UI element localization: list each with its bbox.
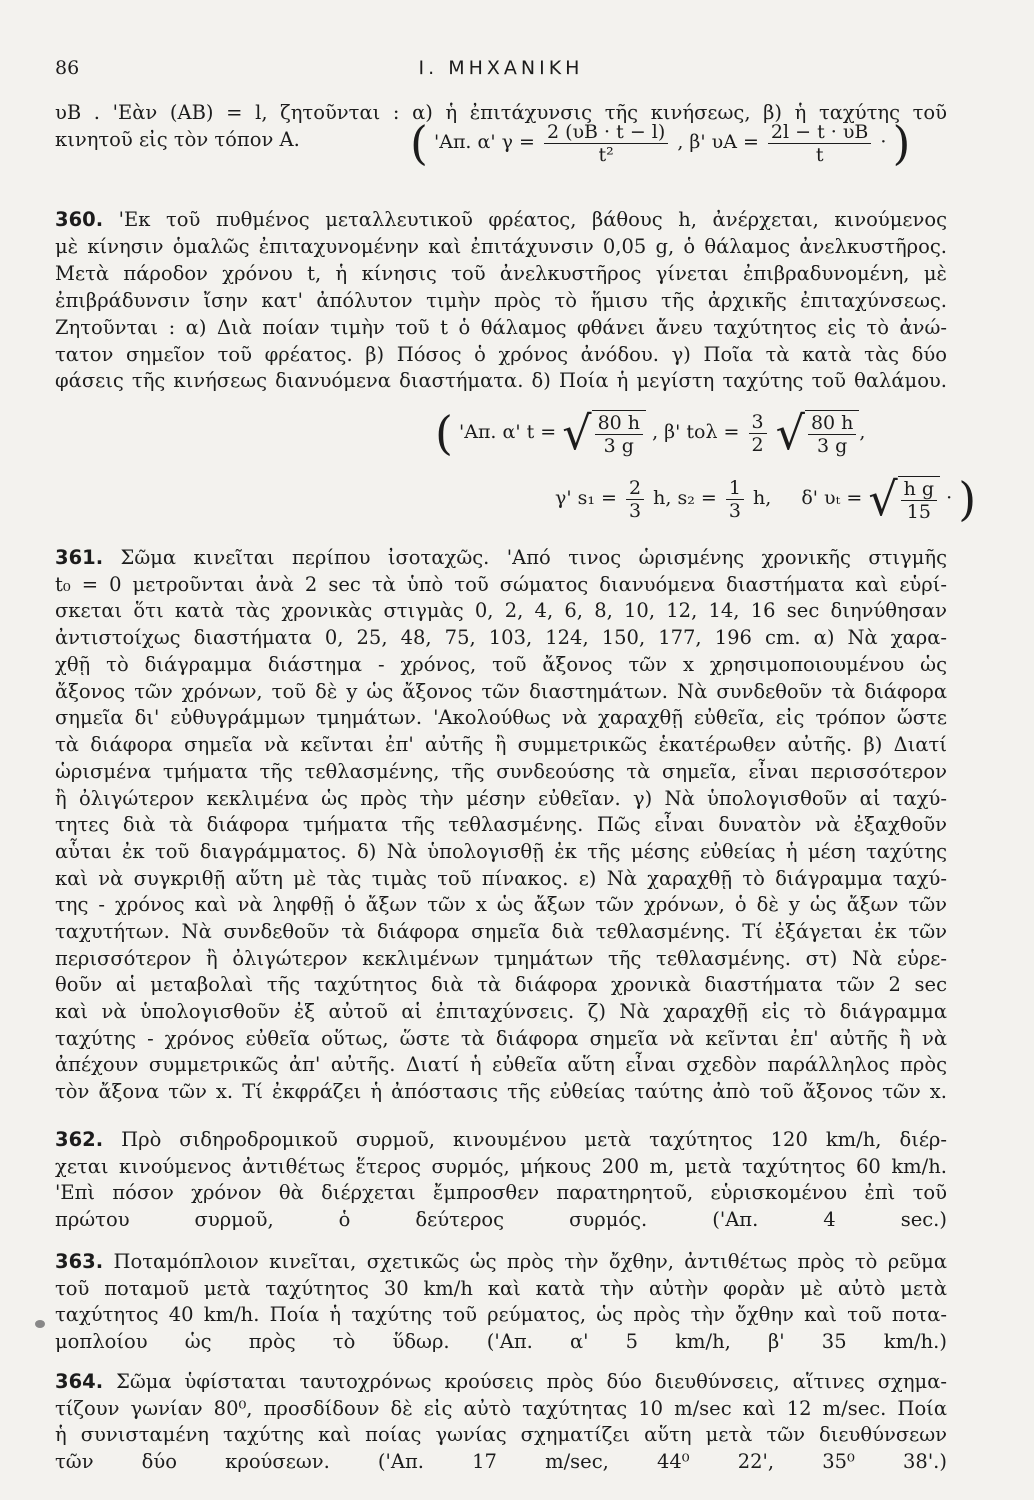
- square-root: √ $\frac{\text{h g}}{15}$: [868, 474, 940, 524]
- problem-number: 362.: [55, 1128, 104, 1151]
- p363-line: τοῦ ποταμοῦ μετὰ ταχύτητος 30 km/h καὶ κατὰ τὴν αὐτὴν φορὰν μὲ αὐτὸ μετὰ: [55, 1277, 947, 1300]
- comma: ,: [859, 421, 866, 443]
- p361-line: ταχυτήτων. Νὰ συνδεθοῦν τὰ διάφορα σημεῖα διὰ τεθλασμένης. Τί ἐξάγεται ἐκ τῶν: [55, 920, 947, 943]
- answer-part: s₂ =: [677, 487, 717, 509]
- p363-line: μοπλοίου ὡς πρὸς τὸ ὕδωρ. ('Απ. α' 5 km/h, β' 35 km/h.): [55, 1330, 947, 1353]
- p360-line: τατον σημεῖον τοῦ φρέατος. β) Πόσος ὁ χρόνος ἀνόδου. γ) Ποῖα τὰ κατὰ τὰς δύο: [55, 343, 947, 366]
- numerator: 2: [626, 477, 644, 500]
- p361-line: καὶ νὰ ὑπολογισθοῦν ἐξ αὐτοῦ αἱ ἐπιταχύνσεις. ζ) Νὰ χαραχθῇ εἰς τὸ διάγραμμα: [55, 1000, 947, 1023]
- denominator: 3: [629, 499, 642, 522]
- p360-line: Μετὰ πάροδον χρόνου t, ἡ κίνησις τοῦ ἀνελκυστῆρος γίνεται ἐπιβραδυνομένη, μὲ: [55, 262, 947, 285]
- denominator: 15: [906, 500, 931, 523]
- p361-line: ταχύτης - χρόνος εὐθεῖα οὕτως, ὥστε τὰ διάφορα σημεῖα νὰ κεῖνται ἐπ' αὐτῆς ἢ νὰ: [55, 1027, 947, 1050]
- p364-line: τῶν δύο κρούσεων. ('Απ. 17 m/sec, 44⁰ 22', 35⁰ 38'.): [55, 1450, 947, 1473]
- ink-mark: [35, 1320, 45, 1328]
- fraction: [626, 477, 644, 522]
- p361-line: σκεται ὅτι κατὰ τὰς χρονικὰς στιγμὰς 0, 2, 4, 6, 8, 10, 12, 14, 16 sec διηνύθησαν: [55, 599, 947, 622]
- problem-number: 364.: [55, 1370, 104, 1393]
- answer-label: γ' s₁ =: [555, 487, 617, 509]
- p361-line: χθῇ τὸ διάγραμμα διάστημα - χρόνος, τοῦ ἄξονος τῶν x χρησιμοποιουμένου ὡς: [55, 653, 947, 676]
- p364-line: [55, 1370, 947, 1394]
- denominator: 3: [728, 499, 741, 522]
- problem-number: 360.: [55, 208, 104, 231]
- p360-answer-cd: γ' s₁ = $\frac{2}{3}$ h, s₂ = $\frac{1}{3}$ h, δ' υₜ = √ $\frac{\text{h g}}{15}$ · ): [555, 472, 977, 526]
- p361-line: περισσότερον ἢ ὀλιγώτερον κεκλιμένων τμημάτων τῆς τεθλασμένης. στ) Νὰ εὑρε-: [55, 947, 947, 970]
- answer-end: ·: [946, 487, 953, 509]
- line-text: 'Εκ τοῦ πυθμένος μεταλλευτικοῦ φρέατος, βάθους h, ἀνέρχεται, κινούμενος: [103, 208, 947, 231]
- line-text: Ποταμόπλοιον κινεῖται, σχετικῶς ὡς πρὸς τὴν ὄχθην, ἀντιθέτως πρὸς τὸ ρεῦμα: [103, 1250, 947, 1273]
- answer-end: ·: [880, 131, 887, 153]
- p360-line: μὲ κίνησιν ὁμαλῶς ἐπιταχυνομένην καὶ ἐπιτάχυνσιν 0,05 g, ὁ θάλαμος ἀνελκυστῆρος.: [55, 235, 947, 258]
- p363-line: ταχύτητος 40 km/h. Ποία ἡ ταχύτης τοῦ ρεύματος, ὡς πρὸς τὴν ὄχθην καὶ τοῦ ποτα-: [55, 1303, 947, 1326]
- fraction: [726, 477, 744, 522]
- numerator: 3: [749, 411, 767, 434]
- p362-line: 'Επὶ πόσον χρόνον θὰ διέρχεται ἔμπροσθεν παρατηρητοῦ, εὑρισκομένου ἐπὶ τοῦ: [55, 1181, 947, 1204]
- p361-line: τὸν ἄξονα τῶν x. Τί ἐκφράζει ἡ ἀπόστασις τῆς εὐθείας ταύτης ἀπὸ τοῦ ἄξονος τῶν x.: [55, 1080, 947, 1103]
- numerator: 80 h: [808, 412, 856, 435]
- p364-line: τίζουν γωνίαν 80⁰, προσδίδουν δὲ εἰς αὐτὸ ταχύτητας 10 m/sec καὶ 12 m/sec. Ποία: [55, 1397, 947, 1420]
- square-root: √ $\frac{80 h}{3 g}$: [562, 408, 646, 458]
- p360-line: φάσεις τῆς κινήσεως διανυόμενα διαστήματα. δ) Ποία ἡ μεγίστη ταχύτης τοῦ θαλάμου.: [55, 369, 947, 392]
- p361-line: αὗται ἐκ τοῦ διαγράμματος. δ) Νὰ ὑπολογισθῇ ἐκ τῆς μέσης εὐθείας ἡ μέση ταχύτης: [55, 840, 947, 863]
- numerator: 1: [726, 477, 744, 500]
- p359-answer: ( 'Απ. α' γ = $\frac{2 (\upsilon B \cdot t - l)}{\text{t²}}$ , β' υΑ = $\frac{2l - t \cdot \upsilon B}{t}$ · ): [410, 116, 911, 170]
- fraction: [768, 121, 871, 166]
- problem-number: 363.: [55, 1250, 104, 1273]
- line-text: Σῶμα κινεῖται περίπου ἰσοταχῶς. 'Από τινος ὡρισμένης χρονικῆς στιγμῆς: [103, 546, 947, 569]
- denominator: t: [815, 143, 824, 166]
- numerator: 2l − t · υΒ: [768, 121, 871, 144]
- p361-line: καὶ νὰ συγκριθῇ αὕτη μὲ τὰς τιμὰς τοῦ πίνακος. ε) Νὰ χαραχθῇ τὸ διάγραμμα ταχύ-: [55, 867, 947, 890]
- denominator: 2: [751, 433, 764, 456]
- p360-answer-ab: ( 'Απ. α' t = √ $\frac{80 h}{3 g}$ , β' tολ = $\frac{3}{2}$ √ $\frac{80 h}{3 g}$ ,: [435, 406, 866, 460]
- problem-number: 361.: [55, 546, 104, 569]
- line-text: Σῶμα ὑφίσταται ταυτοχρόνως κρούσεις πρὸς δύο διευθύνσεις, αἵτινες σχημα-: [103, 1370, 947, 1393]
- p362-line: χεται κινούμενος ἀντιθέτως ἕτερος συρμός, μήκους 200 m, μετὰ ταχύτητος 60 km/h.: [55, 1155, 947, 1178]
- line-text: Πρὸ σιδηροδρομικοῦ συρμοῦ, κινουμένου μετὰ ταχύτητος 120 km/h, διέρ-: [103, 1128, 947, 1151]
- p359-line: κινητοῦ εἰς τὸν τόπον Α.: [55, 128, 300, 151]
- p360-line: Ζητοῦνται : α) Διὰ ποίαν τιμὴν τοῦ t ὁ θάλαμος φθάνει ἄνευ ταχύτητος εἰς τὸ ἀνώ-: [55, 316, 947, 339]
- answer-part: , β' υΑ =: [677, 131, 759, 153]
- answer-part: h,: [653, 487, 672, 509]
- p361-line: ἀπέχουν συμμετρικῶς ἀπ' αὐτῆς. Διατί ἡ εὐθεῖα αὕτη εἶναι σχεδὸν παράλληλος πρὸς: [55, 1053, 947, 1076]
- page-header: [55, 57, 947, 87]
- p361-line: τητες διὰ τὰ διάφορα τμήματα τῆς τεθλασμένης. Πῶς εἶναι δυνατὸν νὰ ἐξαχθοῦν: [55, 813, 947, 836]
- p364-line: ἡ συνισταμένη ταχύτης καὶ ποίας γωνίας σχηματίζει αὕτη μετὰ τῶν διευθύνσεων: [55, 1423, 947, 1446]
- square-root: √ $\frac{80 h}{3 g}$: [776, 408, 860, 458]
- running-title: Ι. ΜΗΧΑΝΙΚΗ: [418, 57, 584, 79]
- answer-part: δ' υₜ =: [801, 487, 863, 509]
- p361-line: θοῦν αἱ μεταβολαὶ τῆς ταχύτητος διὰ τὰ διάφορα χρονικὰ διαστήματα τῶν 2 sec: [55, 973, 947, 996]
- page: [55, 0, 977, 1500]
- denominator: 3 g: [603, 434, 634, 457]
- p361-line: ἀντιστοίχως διαστήματα 0, 25, 48, 75, 103, 124, 150, 177, 196 cm. α) Νὰ χαρα-: [55, 626, 947, 649]
- p361-line: ὡρισμένα τμήματα τῆς τεθλασμένης, τῆς συνδεούσης τὰ σημεῖα, εἶναι περισσότερον: [55, 760, 947, 783]
- p361-line: ἄξονος τῶν χρόνων, τοῦ δὲ y ὡς ἄξονος τῶν διαστημάτων. Νὰ συνδεθοῦν τὰ διάφορα: [55, 680, 947, 703]
- p361-line: της - χρόνος καὶ νὰ ληφθῇ ὁ ἄξων τῶν x ὡς ἄξων τῶν χρόνων, ὁ δὲ y ὡς ἄξων τῶν: [55, 893, 947, 916]
- denominator: t²: [598, 143, 614, 166]
- p361-line: σημεῖα δι' εὐθυγράμμων τμημάτων. 'Ακολούθως νὰ χαραχθῇ εὐθεῖα, εἰς τρόπον ὥστε: [55, 706, 947, 729]
- answer-part: , β' tολ =: [652, 421, 740, 443]
- p361-line: [55, 546, 947, 570]
- page-number: 86: [55, 57, 80, 79]
- numerator: h g: [901, 478, 937, 501]
- p362-line: [55, 1128, 947, 1152]
- numerator: 2 (υΒ · t − l): [544, 121, 668, 144]
- p361-line: t₀ = 0 μετροῦνται ἀνὰ 2 sec τὰ ὑπὸ τοῦ σώματος διανυόμενα διαστήματα καὶ εὑρί-: [55, 573, 947, 596]
- p360-line: [55, 208, 947, 232]
- fraction: [544, 121, 668, 166]
- answer-label: 'Απ. α' γ =: [434, 131, 535, 153]
- p361-line: τὰ διάφορα σημεῖα νὰ κεῖνται ἐπ' αὐτῆς ἢ συμμετρικῶς ἑκατέρωθεν αὐτῆς. β) Διατί: [55, 733, 947, 756]
- p360-line: ἐπιβράδυνσιν ἴσην κατ' ἀπόλυτον τιμὴν πρὸς τὸ ἥμισυ τῆς ἀρχικῆς ἐπιταχύνσεως.: [55, 289, 947, 312]
- p361-line: ἢ ὀλιγώτερον κεκλιμένα ὡς πρὸς τὴν μέσην εὐθεῖαν. γ) Νὰ ὑπολογισθοῦν αἱ ταχύ-: [55, 787, 947, 810]
- p359-line: υΒ . 'Εὰν (ΑΒ) = l, ζητοῦνται : α) ἡ ἐπιτάχυνσις τῆς κινήσεως, β) ἡ ταχύτης τοῦ: [55, 101, 947, 124]
- p363-line: [55, 1250, 947, 1274]
- answer-part: h,: [752, 487, 772, 509]
- p362-line: πρώτου συρμοῦ, ὁ δεύτερος συρμός. ('Απ. 4 sec.): [55, 1208, 947, 1231]
- fraction: [749, 411, 767, 456]
- denominator: 3 g: [817, 434, 848, 457]
- numerator: 80 h: [595, 412, 643, 435]
- answer-label: 'Απ. α' t =: [459, 421, 557, 443]
